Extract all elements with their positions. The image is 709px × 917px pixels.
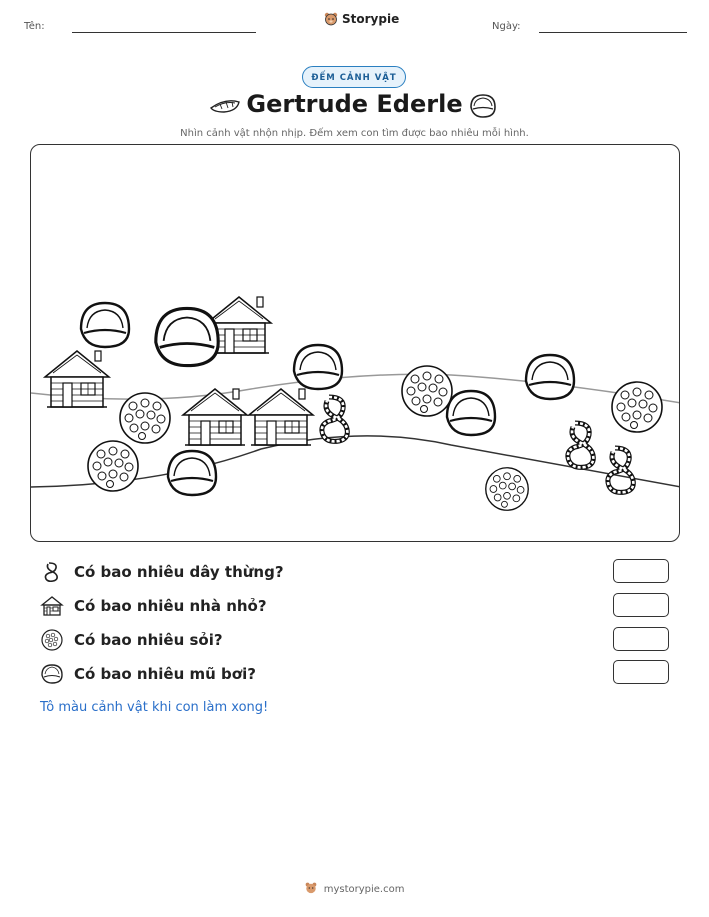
coloring-note: Tô màu cảnh vật khi con làm xong! [40, 700, 269, 715]
brand-name: Storypie [342, 12, 400, 26]
question-text: Có bao nhiêu nhà nhỏ? [74, 597, 267, 615]
name-line[interactable] [72, 32, 256, 33]
question-swim-cap [40, 662, 256, 686]
date-line[interactable] [539, 32, 687, 33]
rope-icon [40, 560, 64, 584]
counting-scene [30, 144, 680, 542]
date-label: Ngày: [492, 21, 521, 32]
title-text: Gertrude Ederle [246, 90, 463, 118]
answer-box-rope[interactable] [613, 559, 669, 583]
swim-cap-1 [81, 303, 129, 347]
question-pebble [40, 628, 223, 652]
bear-logo-icon [324, 12, 338, 26]
swim-cap-4 [447, 391, 495, 435]
bear-logo-icon [305, 882, 317, 894]
rope-2 [568, 423, 593, 467]
swim-cap-5 [526, 355, 574, 399]
pebble-5 [486, 468, 529, 511]
cabin-1 [45, 351, 109, 407]
site-footer [0, 882, 709, 895]
answer-box-swim-cap[interactable] [613, 660, 669, 684]
question-text: Có bao nhiêu mũ bơi? [74, 665, 256, 683]
pebble-2 [88, 441, 138, 491]
name-label: Tên: [24, 21, 45, 32]
swim-cap-6 [168, 451, 216, 495]
pebble-4 [612, 382, 662, 432]
pebble-icon [40, 628, 64, 652]
swim-cap-icon [40, 662, 64, 686]
question-text: Có bao nhiêu sỏi? [74, 631, 223, 649]
rope-1 [322, 397, 347, 441]
answer-box-cabin[interactable] [613, 593, 669, 617]
site-url[interactable]: mystorypie.com [323, 884, 405, 895]
question-rope [40, 560, 284, 584]
page-title [0, 90, 709, 118]
cabin-4 [249, 389, 313, 445]
cabin-icon [40, 594, 64, 618]
swim-cap-3 [294, 345, 342, 389]
swim-cap-icon [468, 92, 498, 120]
cabin-3 [183, 389, 247, 445]
rope-3 [608, 448, 633, 492]
pebble-3 [402, 366, 452, 416]
answer-box-pebble[interactable] [613, 627, 669, 651]
pebble-1 [120, 393, 170, 443]
brand-logo [324, 12, 399, 26]
question-cabin [40, 594, 267, 618]
scene-illustration [31, 145, 680, 542]
instructions: Nhìn cảnh vật nhộn nhịp. Đếm xem con tìm được bao nhiêu mỗi hình. [180, 128, 529, 139]
activity-badge: ĐẾM CẢNH VẬT [302, 66, 406, 88]
swim-cap-2 [156, 308, 218, 365]
question-text: Có bao nhiêu dây thừng? [74, 563, 284, 581]
boat-icon [208, 94, 242, 116]
